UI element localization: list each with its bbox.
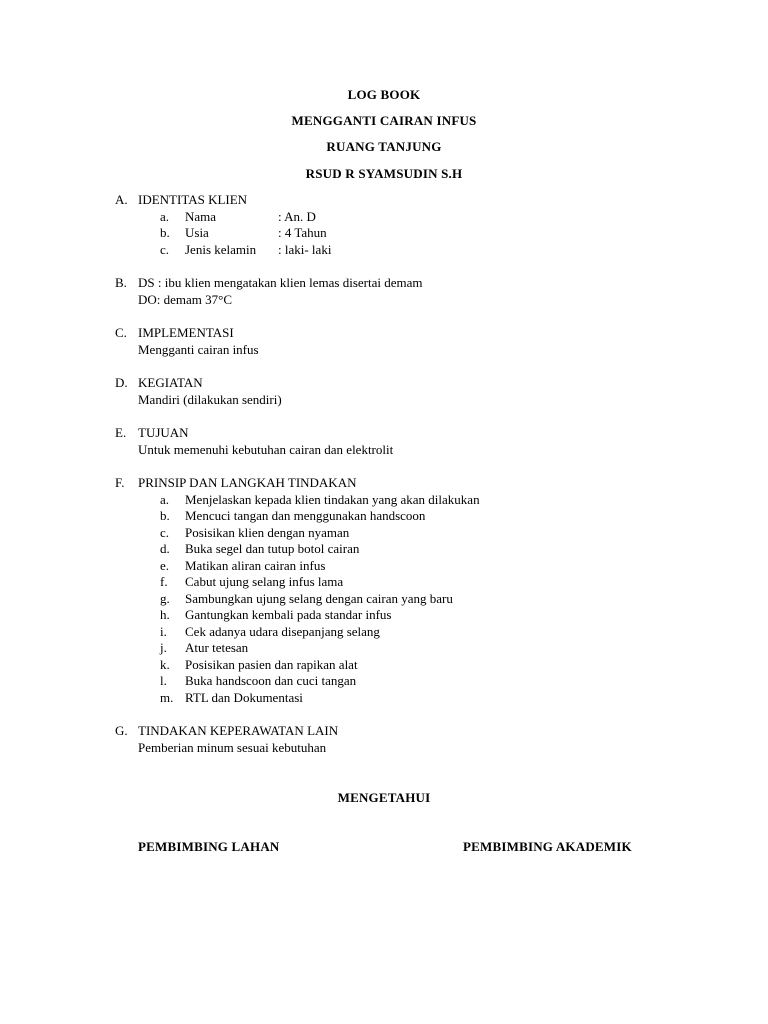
item-letter: c. — [160, 241, 170, 257]
item-letter: d. — [160, 541, 170, 556]
doc-title: LOG BOOK — [347, 87, 421, 102]
item-text: Posisikan pasien dan rapikan alat — [185, 656, 358, 672]
doc-room: RUANG TANJUNG — [326, 139, 442, 154]
item-letter: m. — [160, 689, 174, 705]
do-text: DO: demam 37°C — [138, 291, 233, 307]
item-letter: b. — [160, 508, 170, 523]
item-text: Menjelaskan kepada klien tindakan yang akan dilakukan — [185, 491, 480, 507]
item-text: Cabut ujung selang infus lama — [185, 574, 344, 589]
section-letter: E. — [115, 425, 127, 440]
section-text: Mandiri (dilakukan sendiri) — [138, 391, 282, 407]
item-text: Cek adanya udara disepanjang selang — [185, 623, 380, 639]
item-letter: e. — [160, 557, 170, 573]
item-value: : 4 Tahun — [278, 225, 327, 240]
item-label: Jenis kelamin — [185, 241, 257, 257]
section-title: TUJUAN — [138, 425, 189, 440]
item-value: : An. D — [278, 208, 316, 224]
pembimbing-akademik-label: PEMBIMBING AKADEMIK — [463, 839, 632, 854]
item-letter: h. — [160, 607, 170, 622]
item-text: Posisikan klien dengan nyaman — [185, 524, 350, 540]
section-title: KEGIATAN — [138, 375, 203, 390]
section-title: IMPLEMENTASI — [138, 325, 234, 340]
pembimbing-lahan-label: PEMBIMBING LAHAN — [138, 839, 280, 854]
item-text: Sambungkan ujung selang dengan cairan yang baru — [185, 590, 453, 606]
section-letter: F. — [115, 475, 125, 490]
section-body — [138, 425, 728, 458]
section-body — [138, 192, 728, 209]
item-text: Gantungkan kembali pada standar infus — [185, 607, 392, 622]
item-letter: a. — [160, 491, 170, 507]
item-label: Usia — [185, 225, 209, 240]
item-text: RTL dan Dokumentasi — [185, 689, 303, 705]
item-letter: g. — [160, 590, 170, 606]
mengetahui-label: MENGETAHUI — [337, 790, 431, 805]
section-text: Pemberian minum sesuai kebutuhan — [138, 739, 327, 755]
section-letter: B. — [115, 275, 127, 290]
section-text: Untuk memenuhi kebutuhan cairan dan elektrolit — [138, 441, 394, 457]
item-text: Matikan aliran cairan infus — [185, 557, 326, 573]
doc-subtitle: MENGGANTI CAIRAN INFUS — [291, 113, 477, 128]
item-label: Nama — [185, 208, 217, 224]
doc-hospital: RSUD R SYAMSUDIN S.H — [305, 166, 463, 181]
item-letter: l. — [160, 673, 167, 688]
section-letter: G. — [115, 723, 128, 738]
section-title: IDENTITAS KLIEN — [138, 192, 248, 207]
section-body — [138, 325, 728, 358]
item-letter: f. — [160, 574, 168, 589]
item-text: Atur tetesan — [185, 640, 249, 655]
section-letter: A. — [115, 192, 128, 207]
section-title: TINDAKAN KEPERAWATAN LAIN — [138, 723, 339, 738]
item-letter: c. — [160, 524, 170, 540]
item-text: Mencuci tangan dan menggunakan handscoon — [185, 508, 426, 523]
section-title: PRINSIP DAN LANGKAH TINDAKAN — [138, 475, 357, 490]
item-value: : laki- laki — [278, 241, 332, 257]
ds-text: DS : ibu klien mengatakan klien lemas disertai demam — [138, 275, 423, 290]
section-body — [138, 475, 728, 492]
section-body — [138, 275, 728, 308]
item-text: Buka segel dan tutup botol cairan — [185, 541, 360, 556]
item-letter: j. — [160, 640, 167, 655]
section-letter: D. — [115, 375, 128, 390]
section-letter: C. — [115, 325, 127, 340]
item-letter: a. — [160, 208, 170, 224]
item-letter: k. — [160, 656, 170, 672]
item-letter: i. — [160, 623, 167, 639]
item-letter: b. — [160, 225, 170, 240]
item-text: Buka handscoon dan cuci tangan — [185, 673, 357, 688]
section-body — [138, 723, 728, 756]
section-body — [138, 375, 728, 408]
section-text: Mengganti cairan infus — [138, 341, 259, 357]
